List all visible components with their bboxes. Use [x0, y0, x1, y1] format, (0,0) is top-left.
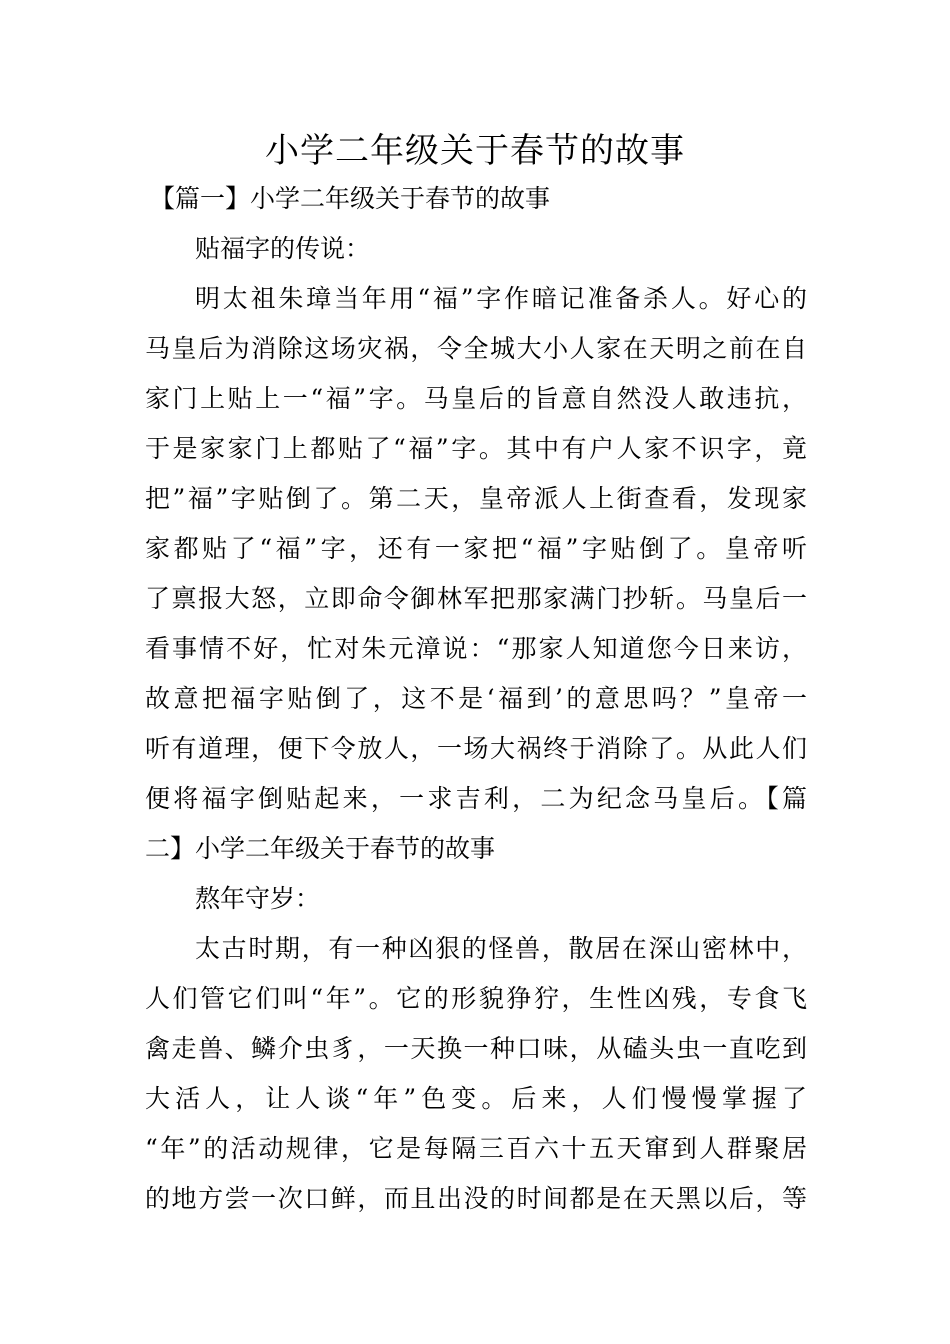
paragraph-line: 把”福”字贴倒了。第二天，皇帝派人上街查看，发现家	[145, 484, 807, 513]
paragraph-line: “年”的活动规律，它是每隔三百六十五天窜到人群聚居	[145, 1134, 807, 1163]
paragraph-line: 太古时期，有一种凶狠的怪兽，散居在深山密林中，	[195, 934, 807, 963]
section-heading-2: 二】小学二年级关于春节的故事	[145, 834, 496, 863]
paragraph-line: 看事情不好，忙对朱元漳说：“那家人知道您今日来访，	[145, 634, 807, 663]
paragraph-line: 家都贴了“福”字，还有一家把“福”字贴倒了。皇帝听	[145, 534, 807, 563]
paragraph-line: 家门上贴上一“福”字。马皇后的旨意自然没人敢违抗，	[145, 384, 807, 413]
paragraph-line: 禽走兽、鳞介虫豸，一天换一种口味，从磕头虫一直吃到	[145, 1034, 807, 1063]
subheading-fu-legend: 贴福字的传说：	[195, 234, 371, 263]
paragraph-line: 听有道理，便下令放人，一场大祸终于消除了。从此人们	[145, 734, 807, 763]
subheading-new-year-vigil: 熬年守岁：	[195, 884, 321, 913]
document-title: 小学二年级关于春节的故事	[265, 131, 685, 171]
section-heading-1: 【篇一】小学二年级关于春节的故事	[150, 184, 551, 213]
paragraph-line: 于是家家门上都贴了“福”字。其中有户人家不识字，竟	[145, 434, 807, 463]
paragraph-line: 的地方尝一次口鲜，而且出没的时间都是在天黑以后，等	[145, 1184, 807, 1213]
paragraph-line: 故意把福字贴倒了，这不是‘福到’的意思吗？”皇帝一	[145, 684, 807, 713]
paragraph-line: 马皇后为消除这场灾祸，令全城大小人家在天明之前在自	[145, 334, 807, 363]
paragraph-line: 了禀报大怒，立即命令御林军把那家满门抄斩。马皇后一	[145, 584, 807, 613]
paragraph-line: 明太祖朱璋当年用“福”字作暗记准备杀人。好心的	[195, 284, 807, 313]
paragraph-line: 人们管它们叫“年”。它的形貌狰狞，生性凶残，专食飞	[145, 984, 807, 1013]
paragraph-line: 便将福字倒贴起来，一求吉利，二为纪念马皇后。【篇	[145, 784, 807, 813]
paragraph-line: 大活人，让人谈“年”色变。后来，人们慢慢掌握了	[145, 1084, 807, 1113]
